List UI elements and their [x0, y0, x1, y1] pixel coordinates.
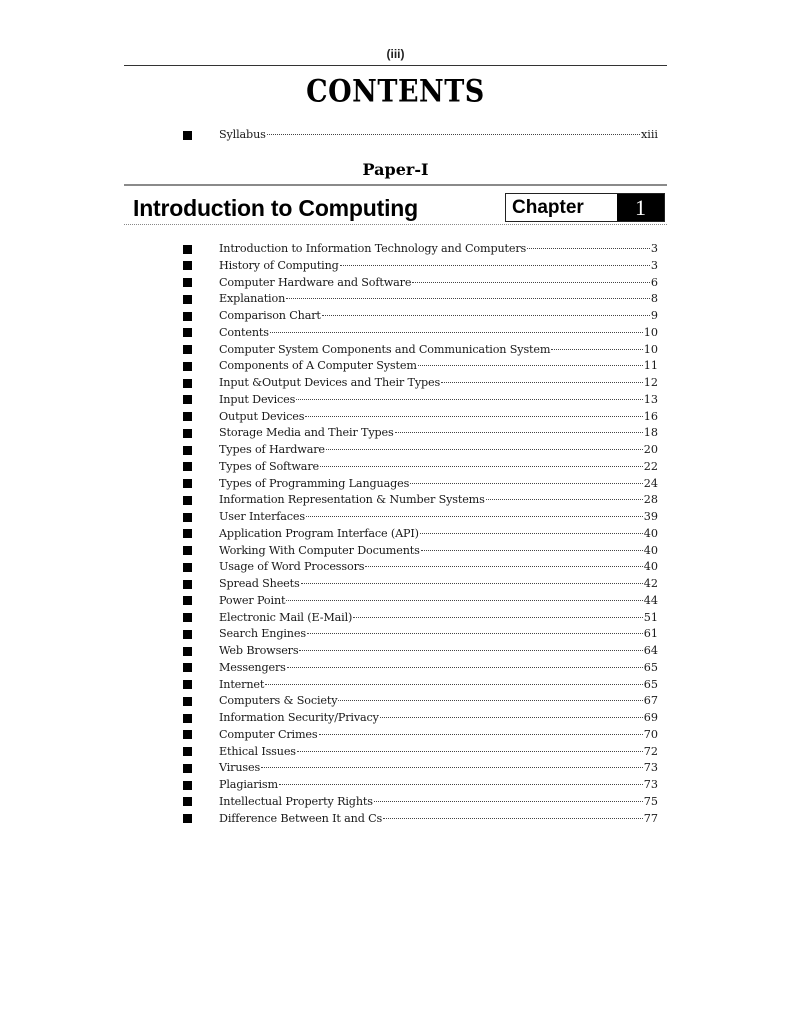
toc-entry-label: Computer Hardware and Software [219, 275, 412, 289]
toc-entry-label: Storage Media and Their Types [219, 426, 394, 440]
dot-leader [322, 315, 650, 316]
dot-leader [286, 298, 650, 299]
toc-entry-label: Spread Sheets [219, 577, 300, 590]
toc-entry[interactable] [183, 476, 658, 492]
toc-entry-label: Search Engines [219, 627, 306, 641]
dot-leader [265, 684, 643, 685]
toc-entry-page: 9 [650, 309, 658, 322]
toc-entry-label: Usage of Word Processors [219, 560, 365, 574]
toc-entry-label: Information Security/Privacy [219, 711, 379, 724]
toc-entry[interactable] [183, 409, 658, 425]
square-bullet-icon [183, 345, 192, 354]
toc-entry[interactable] [183, 677, 658, 693]
dot-leader [365, 566, 642, 567]
toc-entry-page: 64 [643, 644, 658, 657]
chapter-heading: Introduction to Computing [133, 195, 418, 221]
toc-entry-page: 70 [643, 727, 658, 741]
toc-entry-label: User Interfaces [219, 510, 305, 523]
toc-entry-page: 75 [643, 794, 658, 808]
toc-entry-label: Intellectual Property Rights [219, 794, 373, 808]
square-bullet-icon [183, 312, 192, 321]
toc-entry[interactable] [183, 576, 658, 592]
square-bullet-icon [183, 781, 192, 790]
toc-entry-page: 16 [643, 409, 658, 423]
toc-entry-page: 65 [643, 677, 658, 691]
toc-entry[interactable] [183, 442, 658, 458]
toc-entry[interactable] [183, 241, 658, 257]
square-bullet-icon [183, 496, 192, 505]
toc-entry-page: 10 [643, 325, 658, 339]
dot-leader [297, 751, 643, 752]
dot-leader [418, 365, 643, 366]
toc-entry-page: 24 [643, 476, 658, 490]
toc-entry-label: Contents [219, 325, 269, 339]
toc-entry-label: Plagiarism [219, 778, 278, 791]
dot-leader [383, 818, 643, 819]
toc-entry-label: Introduction to Information Technology and Computers [219, 242, 527, 255]
toc-entry-label: Web Browsers [219, 644, 299, 657]
toc-entry-label: Input &Output Devices and Their Types [219, 376, 441, 389]
toc-entry-label: History of Computing [219, 258, 339, 272]
toc-entry-page: 10 [643, 342, 658, 356]
toc-entry-label: Application Program Interface (API) [219, 526, 419, 540]
toc-entry-label: Computer Crimes [219, 727, 318, 741]
toc-entry[interactable] [183, 342, 658, 358]
toc-entry-label: Ethical Issues [219, 744, 296, 758]
dot-leader [353, 617, 643, 618]
toc-entry-page: 12 [643, 376, 658, 389]
toc-entry-label: Components of A Computer System [219, 359, 417, 373]
dot-leader [338, 700, 642, 701]
square-bullet-icon [183, 714, 192, 723]
toc-entry-page: 73 [643, 778, 658, 791]
square-bullet-icon [183, 412, 192, 421]
toc-entry[interactable] [183, 660, 658, 676]
toc-entry-page: 22 [643, 459, 658, 473]
toc-entry-page: xiii [640, 128, 658, 141]
section-title: Paper-I [362, 160, 429, 179]
square-bullet-icon [183, 546, 192, 555]
toc-entry-label: Comparison Chart [219, 309, 321, 322]
toc-entry-page: 28 [643, 493, 658, 507]
square-bullet-icon [183, 479, 192, 488]
toc-entry[interactable] [183, 559, 658, 575]
square-bullet-icon [183, 730, 192, 739]
square-bullet-icon [183, 797, 192, 806]
toc-entry-page: 51 [643, 610, 658, 624]
toc-entry-label: Working With Computer Documents [219, 543, 420, 557]
dot-leader [299, 650, 642, 651]
toc-entry[interactable] [183, 811, 658, 827]
toc-entry-page: 11 [643, 359, 658, 373]
dot-leader [286, 600, 642, 601]
toc-entry-page: 61 [643, 627, 658, 641]
square-bullet-icon [183, 596, 192, 605]
dot-leader [320, 466, 643, 467]
toc-entry-page: 42 [643, 577, 658, 590]
toc-entry[interactable] [183, 375, 658, 391]
toc-entry-page: 8 [650, 292, 658, 306]
square-bullet-icon [183, 429, 192, 438]
toc-entry[interactable] [183, 325, 658, 341]
contents-title: CONTENTS [306, 74, 485, 110]
dot-leader [306, 516, 643, 517]
toc-entry-page: 13 [643, 392, 658, 406]
toc-entry[interactable] [183, 509, 658, 525]
toc-entry[interactable] [183, 626, 658, 642]
toc-entry-label: Syllabus [219, 128, 266, 141]
dot-leader [296, 399, 643, 400]
dot-leader [395, 432, 643, 433]
toc-entry[interactable] [183, 727, 658, 743]
toc-entry[interactable] [183, 308, 658, 324]
square-bullet-icon [183, 131, 192, 140]
toc-entry-label: Output Devices [219, 409, 305, 423]
square-bullet-icon [183, 446, 192, 455]
toc-entry[interactable] [183, 258, 658, 274]
dot-leader [340, 265, 650, 266]
square-bullet-icon [183, 647, 192, 656]
dot-leader [301, 583, 643, 584]
toc-entry[interactable] [183, 492, 658, 508]
dot-leader [307, 633, 643, 634]
toc-entry-label: Types of Software [219, 459, 319, 473]
toc-entry[interactable] [183, 291, 658, 307]
toc-entry[interactable] [183, 593, 658, 609]
toc-entry-label: Difference Between It and Cs [219, 811, 383, 825]
dot-leader [267, 134, 640, 135]
square-bullet-icon [183, 613, 192, 622]
dot-leader [380, 717, 643, 718]
square-bullet-icon [183, 697, 192, 706]
dot-leader [319, 734, 643, 735]
toc-entry-label: Power Point [219, 593, 286, 607]
toc-entry-page: 3 [650, 242, 658, 255]
square-bullet-icon [183, 395, 192, 404]
toc-entry-page: 40 [643, 526, 658, 540]
toc-entry-label: Types of Programming Languages [219, 476, 410, 490]
chapter-label: Chapter [512, 196, 584, 218]
toc-entry-label: Electronic Mail (E-Mail) [219, 610, 353, 624]
toc-entry[interactable] [183, 543, 658, 559]
chapter-number: 1 [617, 194, 664, 221]
header-rule [124, 65, 667, 66]
toc-entry-page: 44 [643, 593, 658, 607]
chapter-rule [124, 224, 667, 225]
toc-entry[interactable] [183, 392, 658, 408]
toc-entry-page: 6 [650, 275, 658, 289]
toc-entry-label: Viruses [219, 761, 261, 775]
toc-entry-page: 40 [643, 560, 658, 574]
toc-entry-page: 65 [643, 660, 658, 674]
square-bullet-icon [183, 814, 192, 823]
toc-entry-label: Messengers [219, 660, 286, 674]
square-bullet-icon [183, 747, 192, 756]
section-rule [124, 184, 667, 186]
toc-entry[interactable] [183, 777, 658, 793]
square-bullet-icon [183, 328, 192, 337]
toc-entry[interactable] [183, 760, 658, 776]
toc-entry-label: Explanation [219, 292, 286, 306]
square-bullet-icon [183, 278, 192, 287]
toc-entry-page: 39 [643, 510, 658, 523]
toc-entry-label: Types of Hardware [219, 443, 325, 456]
chapter-badge [505, 193, 665, 222]
dot-leader [326, 449, 643, 450]
toc-entry-label: Computer System Components and Communication System [219, 342, 551, 356]
toc-entry-page: 72 [643, 744, 658, 758]
toc-entry-page: 40 [643, 543, 658, 557]
toc-entry[interactable] [183, 425, 658, 441]
toc-entry[interactable] [183, 710, 658, 726]
toc-entry-page: 67 [643, 694, 658, 708]
square-bullet-icon [183, 362, 192, 371]
toc-entry[interactable] [183, 610, 658, 626]
square-bullet-icon [183, 663, 192, 672]
toc-entry-page: 18 [643, 426, 658, 440]
square-bullet-icon [183, 580, 192, 589]
toc-entry-page: 73 [643, 761, 658, 775]
dot-leader [305, 416, 642, 417]
dot-leader [270, 332, 643, 333]
toc-entry[interactable] [183, 643, 658, 659]
square-bullet-icon [183, 462, 192, 471]
square-bullet-icon [183, 529, 192, 538]
square-bullet-icon [183, 379, 192, 388]
toc-entry-page: 3 [650, 258, 658, 272]
dot-leader [261, 767, 643, 768]
dot-leader [374, 801, 643, 802]
toc-entry-page: 77 [643, 811, 658, 825]
toc-entry[interactable] [183, 693, 658, 709]
toc-entry-label: Computers & Society [219, 694, 338, 708]
square-bullet-icon [183, 261, 192, 270]
square-bullet-icon [183, 513, 192, 522]
toc-entry[interactable] [183, 358, 658, 374]
dot-leader [441, 382, 643, 383]
toc-entry[interactable] [183, 794, 658, 810]
toc-entry-page: 20 [643, 443, 658, 456]
square-bullet-icon [183, 630, 192, 639]
square-bullet-icon [183, 680, 192, 689]
dot-leader [287, 667, 643, 668]
square-bullet-icon [183, 295, 192, 304]
dot-leader [486, 499, 643, 500]
toc-entry[interactable] [183, 526, 658, 542]
dot-leader [527, 248, 650, 249]
toc-entry-syllabus[interactable] [183, 127, 658, 143]
square-bullet-icon [183, 764, 192, 773]
square-bullet-icon [183, 563, 192, 572]
dot-leader [412, 282, 650, 283]
toc-entry[interactable] [183, 744, 658, 760]
dot-leader [421, 550, 643, 551]
dot-leader [551, 349, 642, 350]
dot-leader [279, 784, 643, 785]
page-number: (iii) [386, 47, 405, 61]
toc-entry[interactable] [183, 459, 658, 475]
toc-entry-label: Information Representation & Number Systems [219, 493, 485, 507]
dot-leader [410, 483, 643, 484]
dot-leader [420, 533, 643, 534]
toc-entry[interactable] [183, 275, 658, 291]
toc-entry-label: Input Devices [219, 392, 296, 406]
toc-entry-page: 69 [643, 711, 658, 724]
square-bullet-icon [183, 245, 192, 254]
toc-entry-label: Internet [219, 677, 265, 691]
